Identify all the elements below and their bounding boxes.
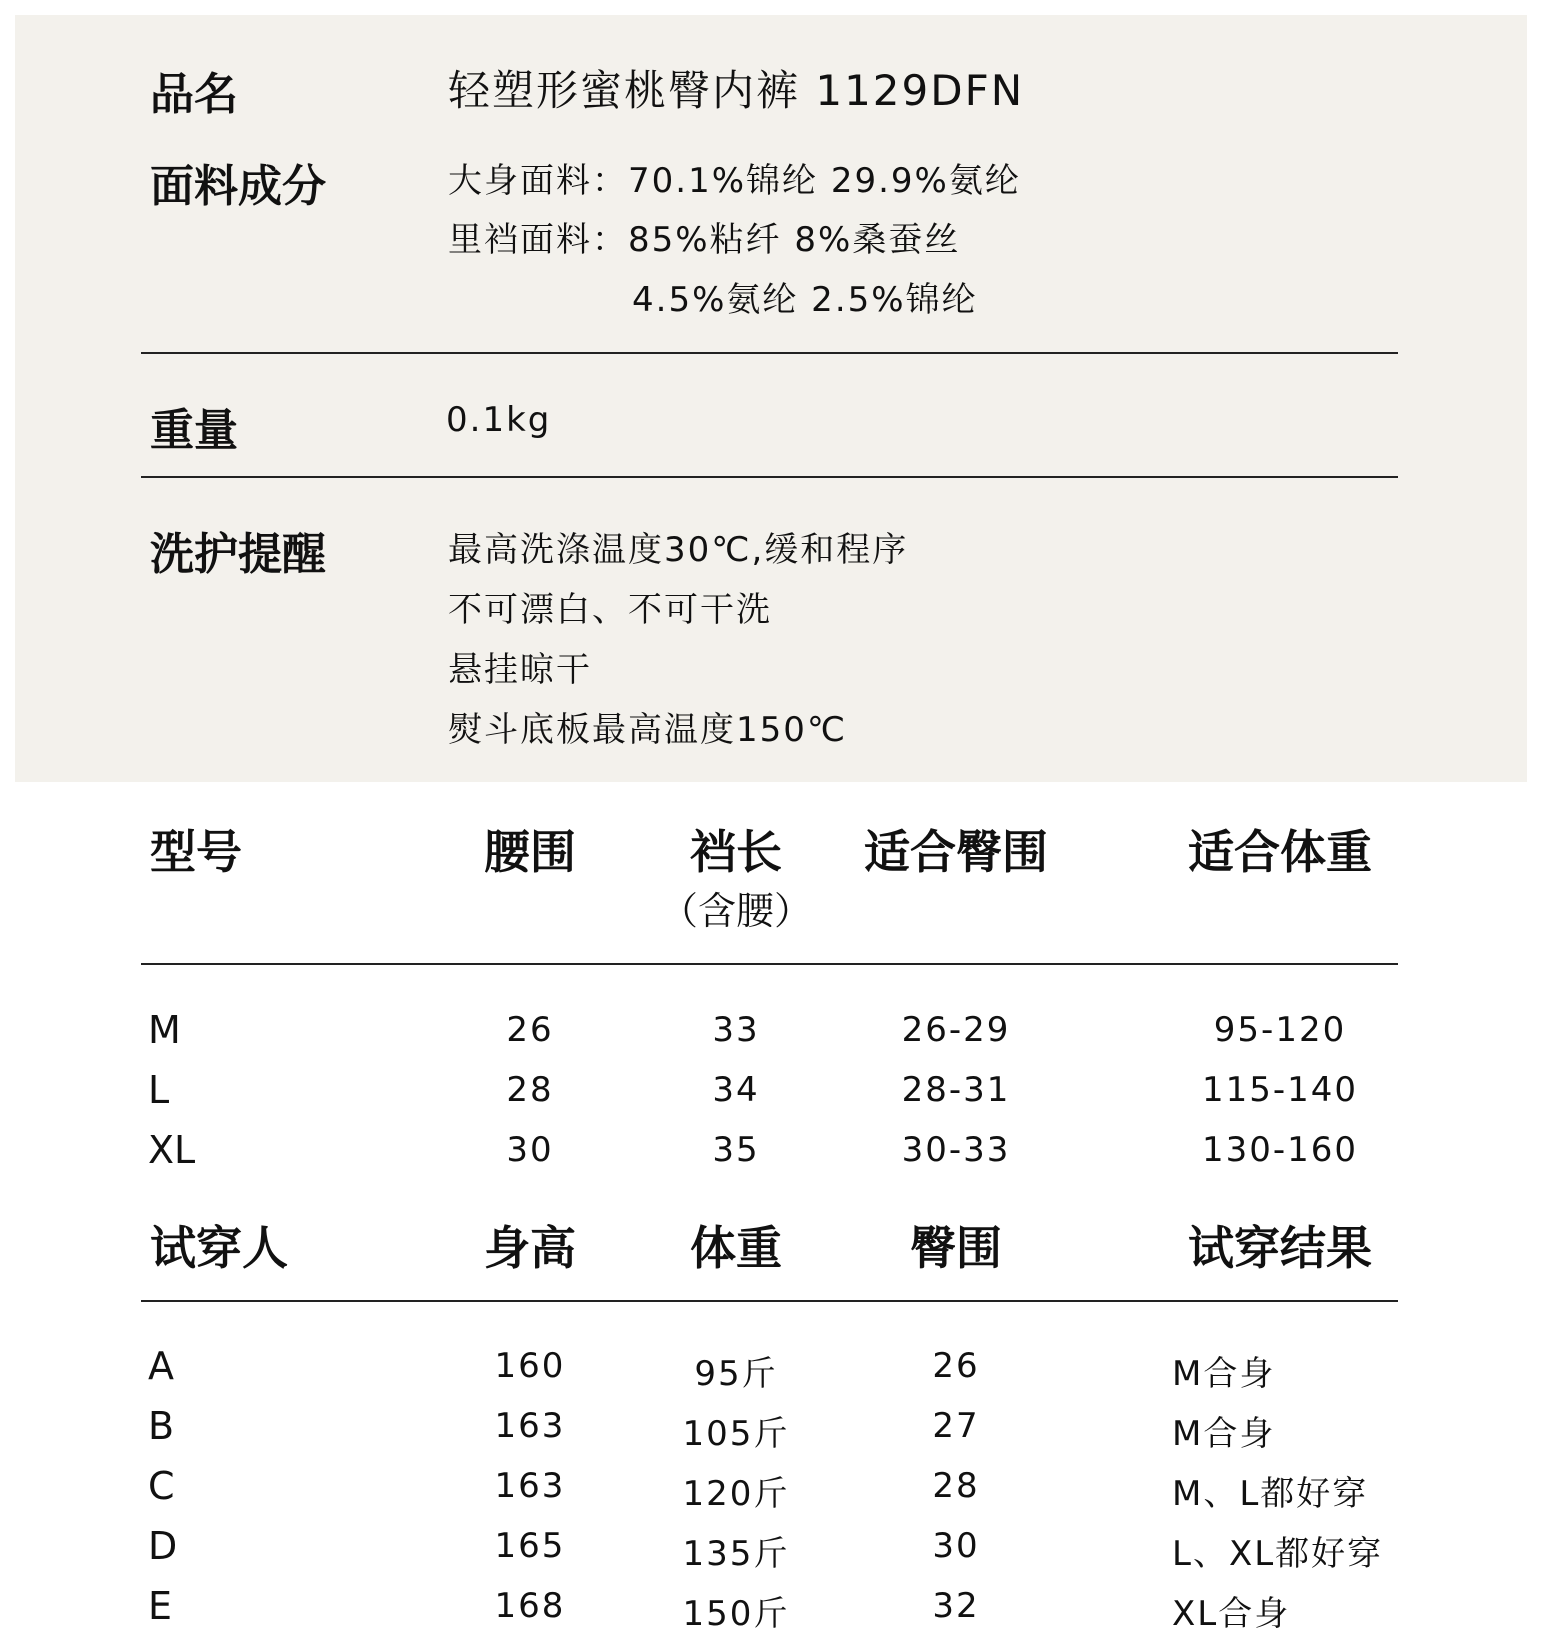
size-header-crotch: 裆长	[690, 825, 782, 879]
care-line: 熨斗底板最高温度150℃	[448, 710, 848, 750]
size-row-cell: 95-120	[1213, 1010, 1347, 1050]
fabric-line: 4.5%氨纶 2.5%锦纶	[632, 280, 978, 320]
size-row-model: L	[148, 1068, 170, 1112]
trial-row-result: M合身	[1172, 1354, 1276, 1394]
trial-row-cell: 163	[494, 1406, 566, 1446]
divider	[141, 352, 1398, 354]
care-label: 洗护提醒	[150, 529, 326, 580]
trial-row-result: M合身	[1172, 1414, 1276, 1454]
trial-row-person: A	[148, 1344, 174, 1388]
care-line: 最高洗涤温度30℃,缓和程序	[448, 530, 909, 570]
trial-row-cell: 27	[932, 1406, 980, 1446]
size-row-model: M	[148, 1008, 181, 1052]
trial-row-cell: 135斤	[682, 1534, 790, 1574]
size-header-crotch-sub: （含腰）	[659, 889, 812, 933]
size-row-cell: 35	[712, 1130, 760, 1170]
trial-row-result: L、XL都好穿	[1172, 1534, 1384, 1574]
trial-row-person: C	[148, 1464, 175, 1508]
trial-row-cell: 26	[932, 1346, 980, 1386]
size-row-cell: 115-140	[1201, 1070, 1359, 1110]
trial-row-cell: 28	[932, 1466, 980, 1506]
trial-row-cell: 165	[494, 1526, 566, 1566]
fabric-line: 大身面料：70.1%锦纶 29.9%氨纶	[448, 161, 1021, 201]
trial-row-cell: 95斤	[694, 1354, 778, 1394]
fabric-line: 里裆面料：85%粘纤 8%桑蚕丝	[448, 220, 961, 260]
divider	[141, 1300, 1398, 1302]
trial-row-cell: 150斤	[682, 1594, 790, 1634]
fabric-label: 面料成分	[150, 161, 326, 212]
trial-header-result: 试穿结果	[1188, 1221, 1372, 1275]
product-info-panel	[15, 15, 1527, 782]
trial-header-hip: 臀围	[910, 1221, 1002, 1275]
divider	[141, 476, 1398, 478]
trial-header-person: 试穿人	[150, 1221, 288, 1275]
size-row-cell: 33	[712, 1010, 760, 1050]
trial-header-height: 身高	[484, 1221, 576, 1275]
size-header-weight: 适合体重	[1188, 825, 1372, 879]
trial-row-person: D	[148, 1524, 178, 1568]
care-line: 悬挂晾干	[448, 650, 592, 690]
size-row-cell: 30	[506, 1130, 554, 1170]
size-row-cell: 28	[506, 1070, 554, 1110]
trial-row-person: E	[148, 1584, 173, 1628]
trial-row-cell: 120斤	[682, 1474, 790, 1514]
trial-row-result: M、L都好穿	[1172, 1474, 1369, 1514]
trial-row-cell: 105斤	[682, 1414, 790, 1454]
care-line: 不可漂白、不可干洗	[448, 590, 772, 630]
size-row-cell: 28-31	[901, 1070, 1011, 1110]
trial-row-person: B	[148, 1404, 175, 1448]
size-row-cell: 34	[712, 1070, 760, 1110]
size-row-model: XL	[148, 1128, 196, 1172]
trial-row-cell: 30	[932, 1526, 980, 1566]
size-header-model: 型号	[150, 825, 242, 879]
trial-row-cell: 160	[494, 1346, 566, 1386]
size-row-cell: 130-160	[1201, 1130, 1359, 1170]
trial-row-cell: 168	[494, 1586, 566, 1626]
trial-row-result: XL合身	[1172, 1594, 1291, 1634]
weight-value: 0.1kg	[446, 400, 552, 440]
name-label: 品名	[150, 69, 238, 120]
divider	[141, 963, 1398, 965]
trial-header-weight: 体重	[690, 1221, 782, 1275]
weight-label: 重量	[150, 405, 238, 456]
trial-row-cell: 32	[932, 1586, 980, 1626]
name-value: 轻塑形蜜桃臀内裤 1129DFN	[448, 66, 1025, 115]
trial-row-cell: 163	[494, 1466, 566, 1506]
size-row-cell: 26	[506, 1010, 554, 1050]
size-header-hip: 适合臀围	[864, 825, 1048, 879]
size-header-waist: 腰围	[484, 825, 576, 879]
size-row-cell: 30-33	[901, 1130, 1011, 1170]
size-row-cell: 26-29	[901, 1010, 1011, 1050]
